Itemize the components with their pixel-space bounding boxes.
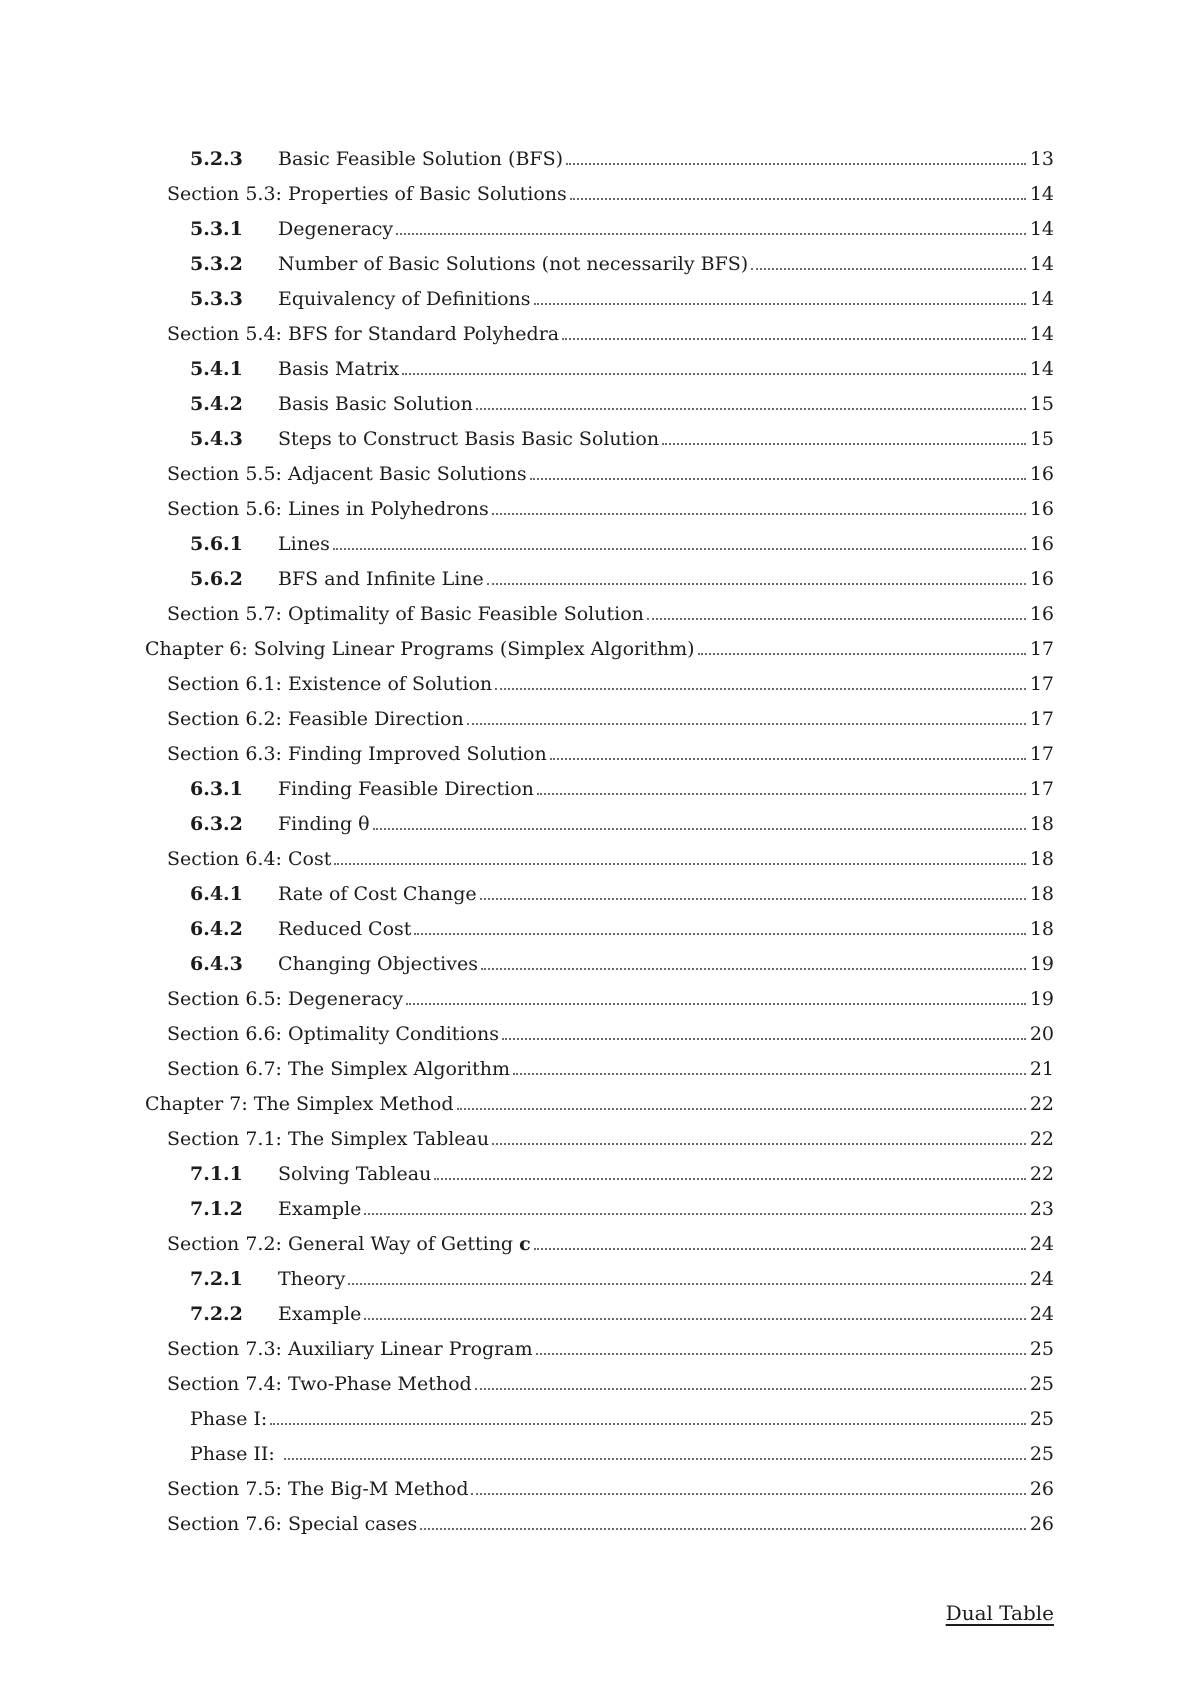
toc-entry-title: [167, 1338, 533, 1366]
toc-entry-label: Optimality Conditions: [288, 1023, 499, 1045]
toc-entry-label: Example: [278, 1303, 362, 1325]
toc-entry-label: The Big-M Method: [288, 1478, 469, 1500]
dot-leader: [364, 1213, 1026, 1215]
toc-page-number: 16: [1029, 463, 1054, 485]
dot-leader: [373, 828, 1026, 830]
dot-leader: [530, 478, 1026, 480]
dot-leader: [480, 898, 1026, 900]
toc-entry-number: 6.3.1: [190, 778, 243, 800]
toc-page-number: 16: [1029, 568, 1054, 590]
dot-leader: [495, 688, 1026, 690]
toc-entry-label: Lines: [278, 533, 330, 555]
toc-entry-prefix: Section 6.6:: [167, 1023, 288, 1045]
toc-page-number: 17: [1029, 778, 1054, 800]
toc-entry-number: 6.4.2: [190, 918, 243, 940]
toc-entry-label: Rate of Cost Change: [278, 883, 477, 905]
toc-entry-number: 5.3.2: [190, 253, 243, 275]
toc-page-number: 21: [1029, 1058, 1054, 1080]
toc-entry-prefix: Section 6.1:: [167, 673, 288, 695]
toc-page-number: 25: [1029, 1338, 1054, 1360]
toc-entry[interactable]: [0, 631, 1200, 666]
toc-entry-title: [190, 1443, 281, 1471]
toc-entry-prefix: Section 7.2:: [167, 1233, 288, 1255]
toc-entry[interactable]: [0, 1436, 1200, 1471]
toc-entry-label: Adjacent Basic Solutions: [288, 463, 527, 485]
toc-entry-prefix: Section 7.1:: [167, 1128, 288, 1150]
toc-page-number: 24: [1029, 1268, 1054, 1290]
dot-leader: [566, 163, 1026, 165]
toc-entry-title: [167, 498, 489, 526]
toc-entry-prefix: Chapter 6:: [145, 638, 254, 660]
toc-entry-title: [167, 1128, 489, 1156]
toc-entry-number: 5.4.1: [190, 358, 243, 380]
toc-entry-prefix: Section 5.6:: [167, 498, 288, 520]
toc-entry-title: [167, 1513, 417, 1541]
toc-entry-prefix: Section 5.7:: [167, 603, 288, 625]
toc-entry-title: [167, 848, 331, 876]
toc-entry-prefix: Section 7.4:: [167, 1373, 288, 1395]
toc-entry-prefix: Section 6.7:: [167, 1058, 288, 1080]
toc-entry-number: 7.1.1: [190, 1163, 243, 1185]
dot-leader: [364, 1318, 1026, 1320]
toc-entry-label: Degeneracy: [288, 988, 404, 1010]
toc-entry[interactable]: [0, 701, 1200, 736]
toc-entry-title: [167, 1233, 531, 1261]
toc-entry[interactable]: [0, 316, 1200, 351]
toc-entry-title: [190, 533, 330, 561]
toc-entry-title: [167, 463, 527, 491]
toc-entry-label: Lines in Polyhedrons: [288, 498, 489, 520]
toc-entry[interactable]: [0, 211, 1200, 246]
toc-entry-title: [167, 988, 403, 1016]
toc-entry[interactable]: [0, 1366, 1200, 1401]
toc-entry-label: Two-Phase Method: [288, 1373, 472, 1395]
toc-entry-title: [190, 358, 399, 386]
toc-entry-label: Example: [278, 1198, 362, 1220]
dot-leader: [434, 1178, 1026, 1180]
toc-entry-label: The Simplex Tableau: [288, 1128, 490, 1150]
toc-entry-title: [190, 1163, 431, 1191]
toc-page-number: 14: [1029, 218, 1054, 240]
toc-entry-label: Number of Basic Solutions (not necessarily BFS): [278, 253, 749, 275]
toc-entry-title: [190, 428, 659, 456]
toc-entry[interactable]: [0, 176, 1200, 211]
toc-entry[interactable]: [0, 526, 1200, 561]
dot-leader: [751, 268, 1026, 270]
dot-leader: [284, 1458, 1026, 1460]
toc-entry-prefix: Section 6.2:: [167, 708, 288, 730]
toc-page-number: 20: [1029, 1023, 1054, 1045]
toc-page-number: 18: [1029, 918, 1054, 940]
dot-leader: [348, 1283, 1026, 1285]
dot-leader: [513, 1073, 1026, 1075]
toc-entry-number: 6.4.3: [190, 953, 243, 975]
toc-entry-title: [167, 603, 644, 631]
toc-entry-label: BFS for Standard Polyhedra: [288, 323, 560, 345]
toc-page-number: 22: [1029, 1128, 1054, 1150]
toc-entry-label: Changing Objectives: [278, 953, 478, 975]
toc-entry[interactable]: [0, 1016, 1200, 1051]
toc-entry[interactable]: [0, 876, 1200, 911]
dot-leader: [536, 1353, 1026, 1355]
toc-page-number: 25: [1029, 1373, 1054, 1395]
toc-entry-title: [190, 1268, 345, 1296]
toc-entry[interactable]: [0, 1051, 1200, 1086]
toc-entry-prefix: Section 5.5:: [167, 463, 288, 485]
toc-entry-title: [167, 1023, 499, 1051]
toc-entry-label: The Simplex Method: [253, 1093, 454, 1115]
toc-entry-title: [190, 813, 370, 841]
toc-page-number: 18: [1029, 883, 1054, 905]
toc-entry[interactable]: [0, 421, 1200, 456]
dot-leader: [396, 233, 1026, 235]
toc-entry-prefix: Section 6.5:: [167, 988, 288, 1010]
dot-leader: [471, 1493, 1026, 1495]
toc-page-number: 26: [1029, 1513, 1054, 1535]
toc-entry-title: [167, 708, 464, 736]
toc-entry-label: Basis Basic Solution: [278, 393, 473, 415]
toc-page-number: 17: [1029, 743, 1054, 765]
dot-leader: [333, 548, 1026, 550]
toc-entry[interactable]: [0, 1121, 1200, 1156]
dot-leader: [492, 1143, 1026, 1145]
toc-entry-label: Steps to Construct Basis Basic Solution: [278, 428, 660, 450]
dot-leader: [534, 1248, 1026, 1250]
toc-page-number: 15: [1029, 428, 1054, 450]
dot-leader: [475, 1388, 1026, 1390]
toc-entry-prefix: Section 6.3:: [167, 743, 288, 765]
toc-entry-prefix: Section 7.5:: [167, 1478, 288, 1500]
toc-entry[interactable]: [0, 1261, 1200, 1296]
dot-leader: [414, 933, 1026, 935]
toc-entry-number: 7.2.1: [190, 1268, 243, 1290]
dot-leader: [550, 758, 1026, 760]
toc-entry-number: 7.1.2: [190, 1198, 243, 1220]
toc-entry-label: The Simplex Algorithm: [288, 1058, 510, 1080]
toc-entry[interactable]: [0, 1331, 1200, 1366]
toc-entry-title: [167, 673, 492, 701]
toc-entry[interactable]: [0, 771, 1200, 806]
toc-entry[interactable]: [0, 491, 1200, 526]
toc-page-number: 16: [1029, 603, 1054, 625]
toc-entry-title: [190, 568, 484, 596]
toc-page-number: 24: [1029, 1233, 1054, 1255]
toc-entry-number: 5.6.2: [190, 568, 243, 590]
toc-page-number: 22: [1029, 1093, 1054, 1115]
toc-entry-title: [190, 253, 748, 281]
toc-entry-prefix: Section 5.4:: [167, 323, 288, 345]
toc-entry[interactable]: [0, 1191, 1200, 1226]
toc-entry-label: Reduced Cost: [278, 918, 412, 940]
toc-entry-label: Basic Feasible Solution (BFS): [278, 148, 564, 170]
toc-page-number: 16: [1029, 498, 1054, 520]
toc-entry-label: BFS and Infinite Line: [278, 568, 484, 590]
toc-page-number: 15: [1029, 393, 1054, 415]
dot-leader: [476, 408, 1026, 410]
toc-entry-title: [145, 1093, 454, 1121]
toc-entry[interactable]: [0, 246, 1200, 281]
toc-page-number: 14: [1029, 358, 1054, 380]
toc-page-number: 16: [1029, 533, 1054, 555]
toc-entry-prefix: Section 7.6:: [167, 1513, 288, 1535]
toc-entry[interactable]: [0, 561, 1200, 596]
toc-page-number: 17: [1029, 638, 1054, 660]
toc-entry-label: Basis Matrix: [278, 358, 400, 380]
toc-entry-number: 5.3.3: [190, 288, 243, 310]
toc-page-number: 23: [1029, 1198, 1054, 1220]
toc-entry[interactable]: [0, 1471, 1200, 1506]
toc-entry-label: Equivalency of Definitions: [278, 288, 531, 310]
toc-page-number: 19: [1029, 988, 1054, 1010]
toc-entry[interactable]: [0, 386, 1200, 421]
dot-leader: [534, 303, 1027, 305]
toc-entry-label: Solving Tableau: [278, 1163, 432, 1185]
toc-entry[interactable]: [0, 841, 1200, 876]
toc-entry-title: [167, 323, 559, 351]
dot-leader: [502, 1038, 1026, 1040]
toc-entry-label: Properties of Basic Solutions: [288, 183, 567, 205]
toc-page-number: 24: [1029, 1303, 1054, 1325]
toc-entry-title: [167, 743, 547, 771]
dot-leader: [270, 1423, 1026, 1425]
toc-entry-number: 5.2.3: [190, 148, 243, 170]
toc-page-number: 25: [1029, 1408, 1054, 1430]
toc-entry-prefix: Section 7.3:: [167, 1338, 288, 1360]
toc-page-number: 17: [1029, 708, 1054, 730]
toc-page-number: 14: [1029, 323, 1054, 345]
dot-leader: [647, 618, 1026, 620]
toc-entry-title: [145, 638, 695, 666]
toc-entry[interactable]: [0, 1156, 1200, 1191]
toc-entry-label: Optimality of Basic Feasible Solution: [288, 603, 644, 625]
toc-entry[interactable]: [0, 1086, 1200, 1121]
toc-page-number: 18: [1029, 813, 1054, 835]
toc-entry-number: 5.6.1: [190, 533, 243, 555]
toc-entry[interactable]: [0, 1506, 1200, 1541]
toc-page-number: 14: [1029, 253, 1054, 275]
toc-entry-label: General Way of Getting: [288, 1233, 520, 1255]
toc-page-number: 18: [1029, 848, 1054, 870]
dot-leader: [662, 443, 1026, 445]
toc-entry-title: [190, 1408, 267, 1436]
toc-entry[interactable]: [0, 981, 1200, 1016]
toc-entry-title: [190, 918, 411, 946]
toc-entry-label: Solving Linear Programs (Simplex Algorithm): [253, 638, 695, 660]
toc-entry-prefix: Section 6.4:: [167, 848, 288, 870]
toc-page-number: 14: [1029, 183, 1054, 205]
dual-table-link[interactable]: Dual Table: [945, 1601, 1054, 1625]
toc-entry-title: [190, 1198, 361, 1226]
toc-entry[interactable]: [0, 946, 1200, 981]
toc-entry-prefix: Chapter 7:: [145, 1093, 254, 1115]
table-of-contents: [0, 141, 1200, 1541]
toc-entry-number: 5.4.2: [190, 393, 243, 415]
toc-entry-label: Theory: [278, 1268, 346, 1290]
toc-entry[interactable]: [0, 596, 1200, 631]
toc-entry-number: 7.2.2: [190, 1303, 243, 1325]
toc-entry-prefix: Section 5.3:: [167, 183, 288, 205]
dot-leader: [487, 583, 1026, 585]
dot-leader: [402, 373, 1026, 375]
toc-entry-title: [190, 218, 393, 246]
toc-page-number: 22: [1029, 1163, 1054, 1185]
toc-entry[interactable]: [0, 1226, 1200, 1261]
toc-entry-label: Finding θ: [278, 813, 370, 835]
toc-entry-label: Finding Feasible Direction: [278, 778, 534, 800]
toc-entry-label: Cost: [288, 848, 332, 870]
toc-page-number: 25: [1029, 1443, 1054, 1465]
toc-entry-number: 5.3.1: [190, 218, 243, 240]
dot-leader: [334, 863, 1026, 865]
toc-entry-title: [190, 393, 473, 421]
toc-entry-title: [190, 1303, 361, 1331]
dot-leader: [420, 1528, 1026, 1530]
toc-entry-title: [190, 288, 531, 316]
toc-entry[interactable]: [0, 736, 1200, 771]
toc-entry-title: [190, 778, 534, 806]
dot-leader: [570, 198, 1026, 200]
toc-entry-label: Existence of Solution: [288, 673, 493, 695]
dot-leader: [698, 653, 1026, 655]
toc-entry-number: 6.3.2: [190, 813, 243, 835]
toc-entry[interactable]: [0, 141, 1200, 176]
toc-entry-label: Special cases: [288, 1513, 418, 1535]
dot-leader: [457, 1108, 1026, 1110]
toc-page-number: 26: [1029, 1478, 1054, 1500]
toc-entry-label: Feasible Direction: [288, 708, 464, 730]
toc-entry[interactable]: [0, 666, 1200, 701]
toc-entry-title: [167, 1373, 472, 1401]
dot-leader: [537, 793, 1026, 795]
toc-entry-label: Auxiliary Linear Program: [288, 1338, 533, 1360]
toc-entry[interactable]: [0, 1401, 1200, 1436]
toc-entry-title: [167, 183, 567, 211]
toc-entry-number: 6.4.1: [190, 883, 243, 905]
toc-entry[interactable]: [0, 281, 1200, 316]
toc-entry-title: [190, 148, 563, 176]
toc-entry[interactable]: [0, 1296, 1200, 1331]
dot-leader: [481, 968, 1026, 970]
dot-leader: [562, 338, 1026, 340]
toc-entry-label: Phase II:: [190, 1443, 281, 1465]
toc-entry-title: [167, 1478, 468, 1506]
toc-page-number: 19: [1029, 953, 1054, 975]
toc-entry-number: 5.4.3: [190, 428, 243, 450]
toc-entry-title: [190, 953, 478, 981]
toc-page-number: 14: [1029, 288, 1054, 310]
toc-entry-label: Phase I:: [190, 1408, 268, 1430]
toc-entry-bold-symbol: c: [519, 1233, 531, 1255]
dot-leader: [467, 723, 1026, 725]
toc-entry[interactable]: [0, 911, 1200, 946]
dot-leader: [492, 513, 1026, 515]
toc-page-number: 13: [1029, 148, 1054, 170]
toc-entry-title: [167, 1058, 510, 1086]
toc-entry-label: Finding Improved Solution: [288, 743, 547, 765]
toc-page-number: 17: [1029, 673, 1054, 695]
dot-leader: [406, 1003, 1026, 1005]
toc-entry[interactable]: [0, 456, 1200, 491]
toc-entry[interactable]: [0, 806, 1200, 841]
toc-entry-title: [190, 883, 477, 911]
toc-entry[interactable]: [0, 351, 1200, 386]
toc-entry-label: Degeneracy: [278, 218, 394, 240]
